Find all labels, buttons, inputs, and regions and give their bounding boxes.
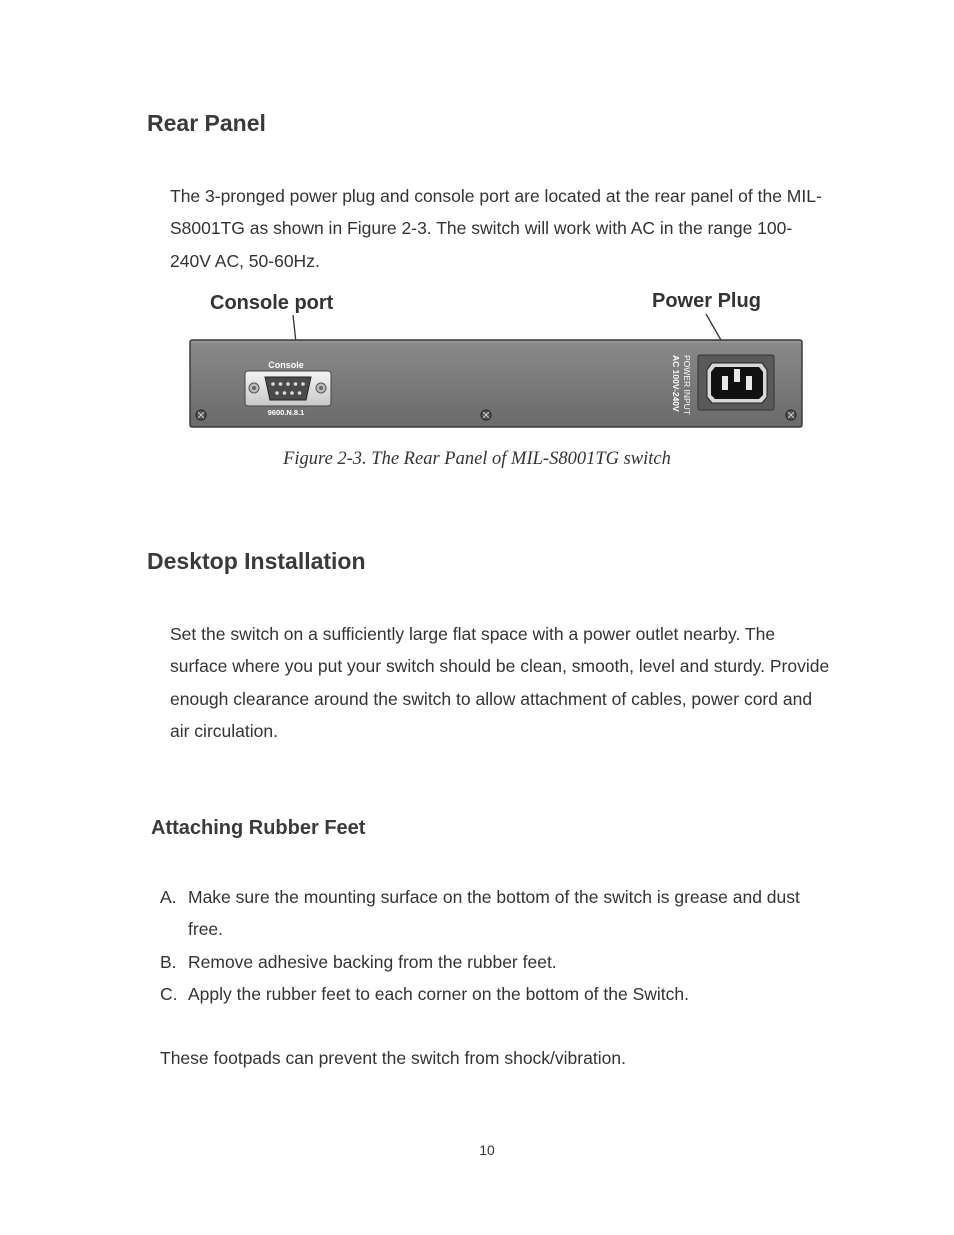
rear-panel-text: The 3-pronged power plug and console port are located at the rear panel of the MIL-S8001TG as shown in Figure 2-3. The switch will work with AC in the range 100-240V AC, 50-60Hz. [170,186,822,271]
console-port-label: Console [268,360,304,370]
list-item [160,978,840,1010]
desktop-installation-text: Set the switch on a sufficiently large flat space with a power outlet nearby. The surface where you put your switch should be clean, smooth, level and sturdy. Provide enough clearance around the switch to allow attachment of cables, power cord and air circulation. [170,624,830,741]
rear-panel-heading: Rear Panel [147,110,266,136]
list-item-text: Remove adhesive backing from the rubber feet. [188,952,557,972]
desktop-installation-heading: Desktop Installation [147,548,366,574]
power-plug-callout: Power Plug [652,290,761,312]
figure-caption: Figure 2-3. The Rear Panel of MIL-S8001TG switch [283,449,671,469]
list-marker: C. [160,984,178,1004]
rear-panel-figure [0,0,954,440]
page-number: 10 [479,1142,495,1158]
desktop-installation-paragraph [170,618,830,747]
power-socket-icon [698,355,774,410]
panel-screw-icon [786,410,796,420]
list-item-text: Apply the rubber feet to each corner on the bottom of the Switch. [188,984,689,1004]
rubber-feet-heading: Attaching Rubber Feet [151,817,366,839]
list-item [160,881,840,945]
panel-screw-icon [196,410,206,420]
footpads-note: These footpads can prevent the switch from shock/vibration. [160,1048,626,1068]
console-port-callout: Console port [210,292,334,314]
panel-screw-icon [481,410,491,420]
power-voltage-label: AC 100V-240V [671,355,681,412]
list-marker: A. [160,887,177,907]
list-item [160,946,840,978]
list-item-text: Make sure the mounting surface on the bottom of the switch is grease and dust free. [188,887,800,940]
console-setting-label: 9600.N.8.1 [267,408,305,417]
list-marker: B. [160,952,177,972]
console-port-icon [245,371,331,406]
power-input-label: POWER INPUT [682,355,692,415]
